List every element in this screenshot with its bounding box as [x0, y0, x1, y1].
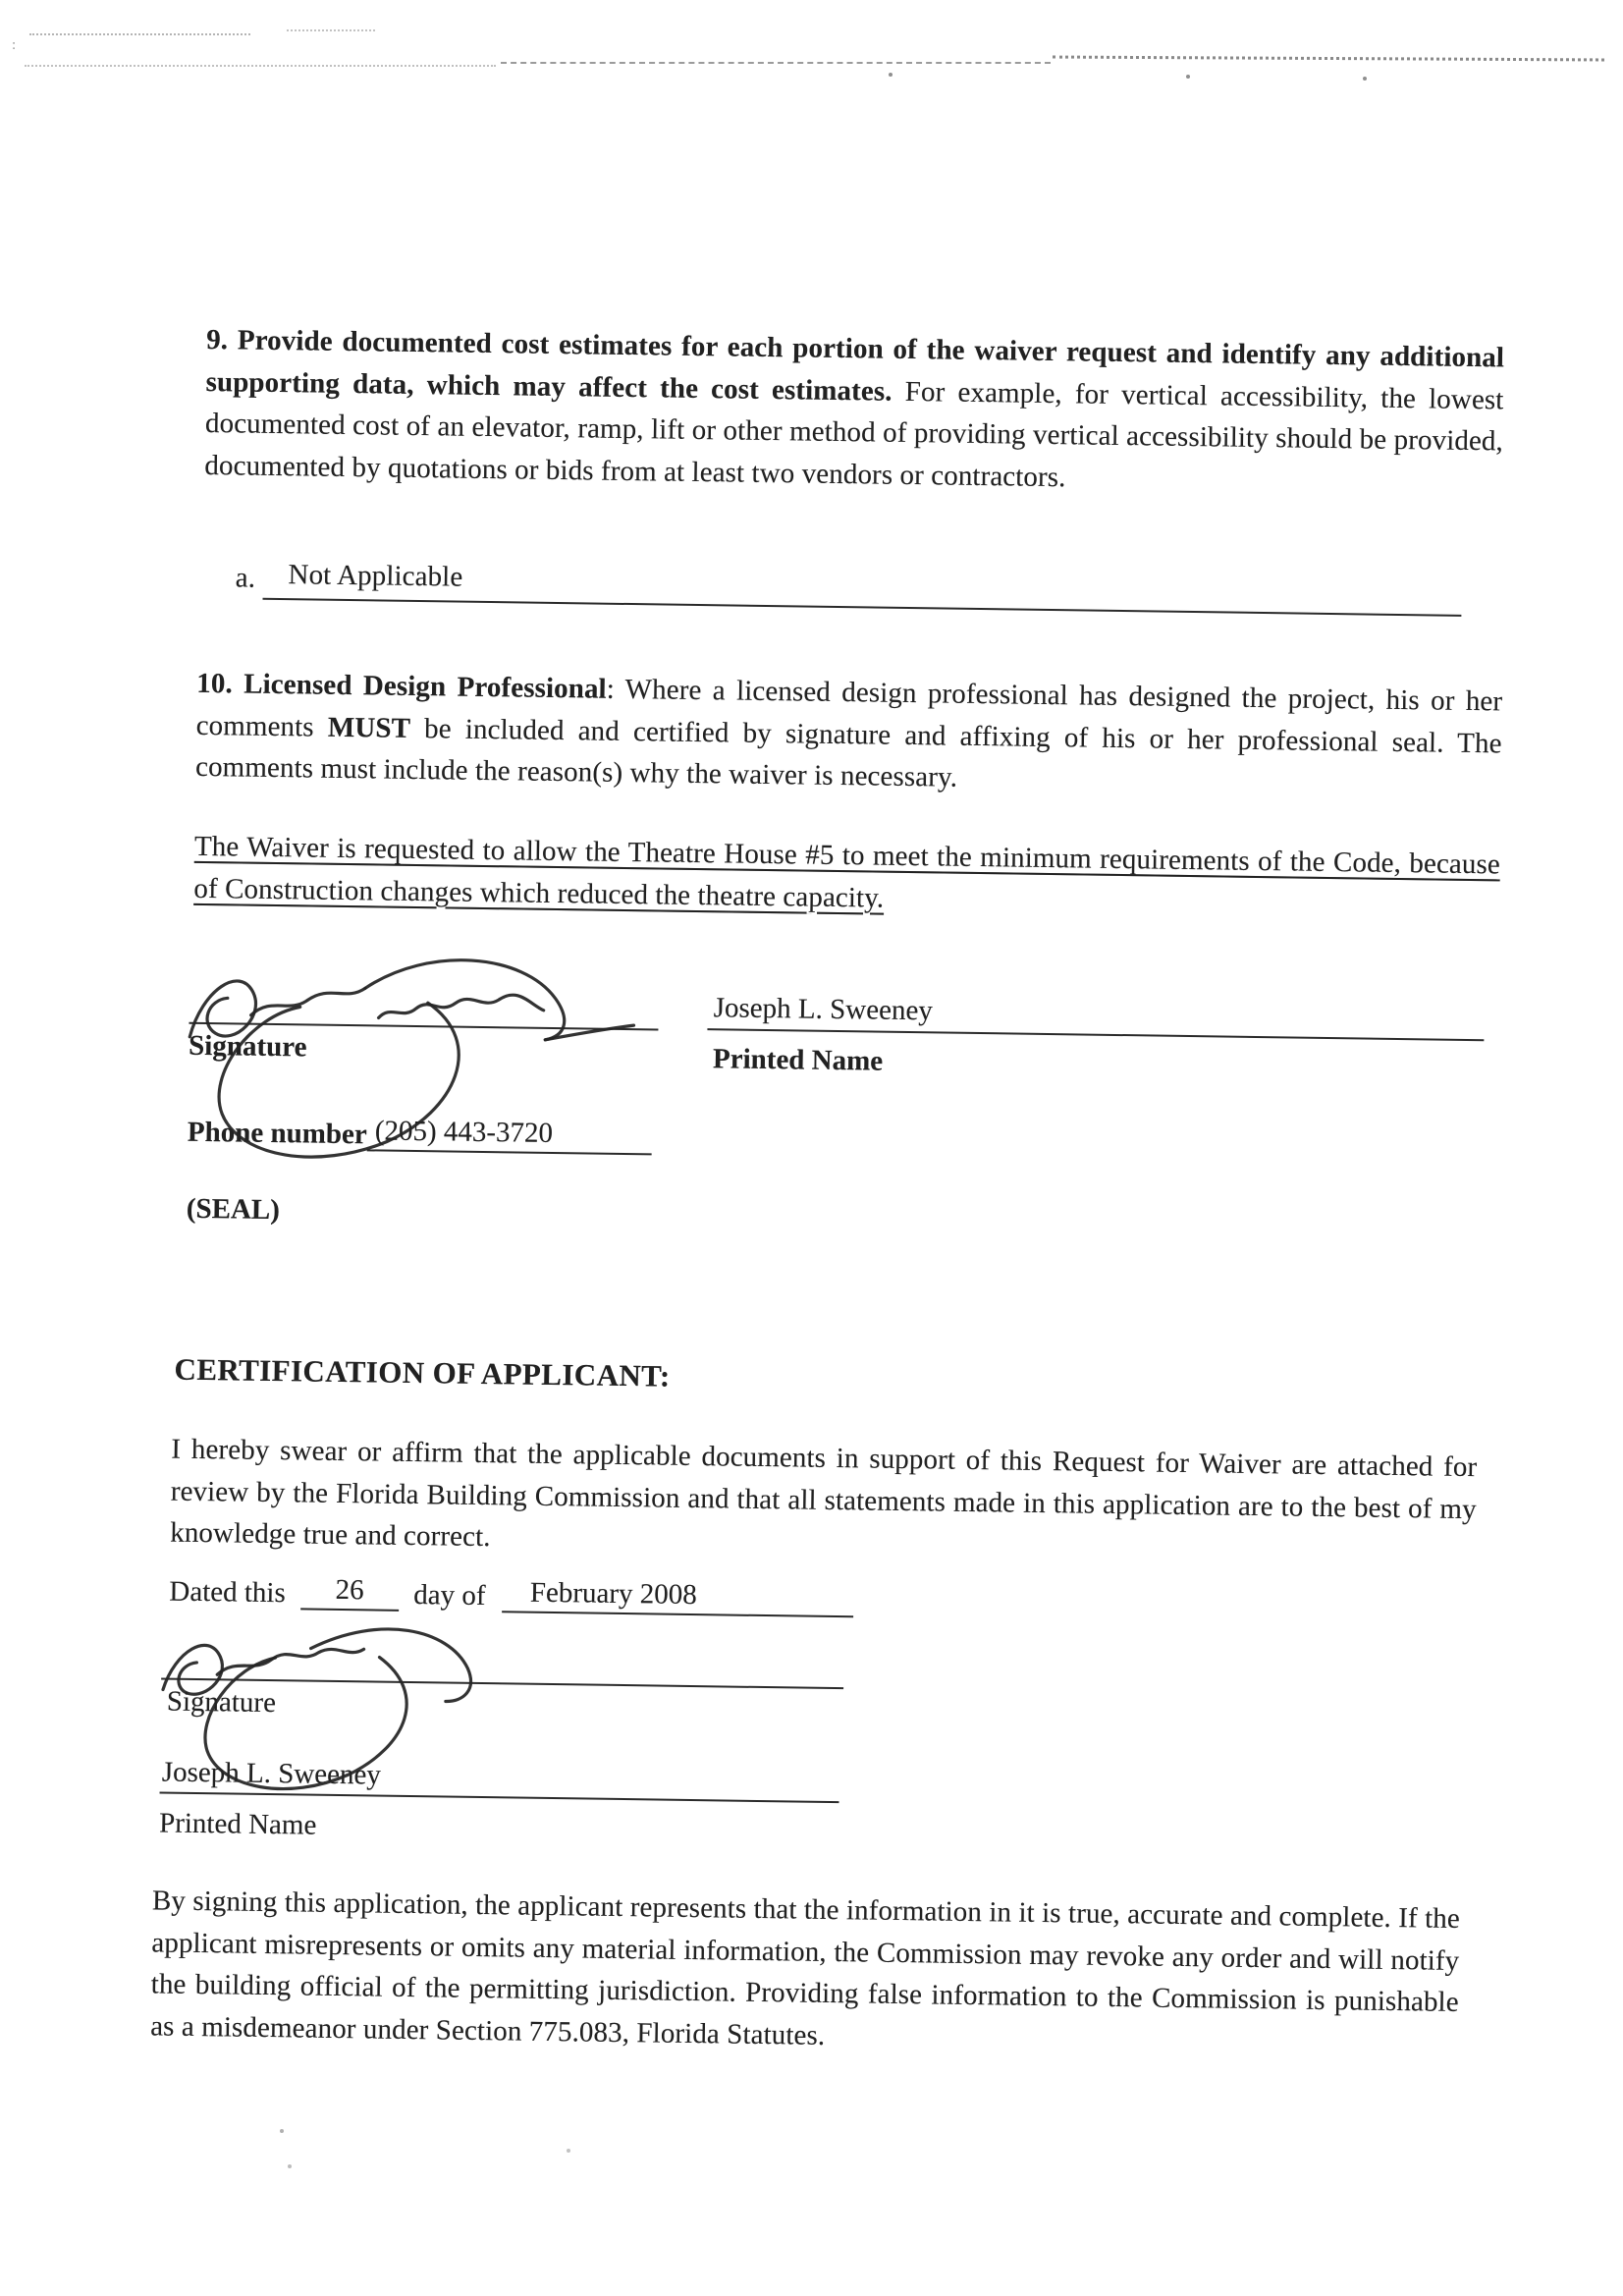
- applicant-signature-label-text: Signature: [166, 1685, 277, 1720]
- section-9-paragraph: [204, 319, 1504, 505]
- item-a-value: Not Applicable: [288, 559, 463, 593]
- seal-label: [187, 1193, 281, 1227]
- dated-prefix: Dated this: [169, 1575, 287, 1610]
- item-a-blank-line: [262, 554, 1462, 617]
- section-10-paragraph: [195, 663, 1503, 806]
- phone-value: (205) 443-3720: [374, 1115, 554, 1149]
- signature-scribble: [131, 920, 684, 1188]
- applicant-printed-name-label: [159, 1807, 317, 1841]
- printed-name-line: [707, 992, 1484, 1041]
- applicant-printed-name-label-text: Printed Name: [158, 1807, 317, 1841]
- signature-label-text: Signature: [188, 1029, 307, 1064]
- applicant-signature-scribble: [132, 1595, 586, 1807]
- certification-body-text: I hereby swear or affirm that the applicable documents in support of this Request for Waiver are attached for review by the Florida Building Commission and that all statements made in this application are to the best of my knowledge true and correct.: [170, 1433, 1478, 1554]
- closing-paragraph-text: By signing this application, the applicant represents that the information in it is true, accurate and complete. If the applicant misrepresents or omits any material information, the Commission may revoke any order and will notify the building official of the permitting jurisdiction. Providing false information to the Commission is punishable as a misdemeanor under Section 775.083, Florida Statutes.: [149, 1885, 1461, 2051]
- dated-day-value: 26: [335, 1573, 364, 1607]
- phone-label: Phone number: [187, 1116, 368, 1151]
- section-10-lead: 10. Licensed Design Professional: [196, 667, 607, 705]
- printed-name-value: Joseph L. Sweeney: [713, 992, 934, 1027]
- applicant-printed-name-value: Joseph L. Sweeney: [161, 1756, 382, 1791]
- waiver-statement-text: The Waiver is requested to allow the Theatre House #5 to meet the minimum requirements of the Code, because of Construction changes which reduced the theatre capacity.: [193, 830, 1501, 914]
- certification-heading: [174, 1352, 671, 1394]
- item-a-label: a.: [235, 562, 256, 594]
- section-9-item-a: [236, 553, 1503, 617]
- section-10-body-1: : Where a licensed design professional has designed the project, his or her comments: [195, 673, 1503, 743]
- printed-name-field: [707, 992, 1484, 1041]
- section-10-must: MUST: [327, 711, 411, 744]
- dated-month-value: February 2008: [529, 1576, 697, 1612]
- certification-paragraph: [170, 1429, 1478, 1572]
- waiver-statement: [193, 826, 1500, 928]
- closing-paragraph: [150, 1880, 1460, 2065]
- certification-heading-text: CERTIFICATION OF APPLICANT:: [174, 1351, 671, 1394]
- scan-artifact-speck: :: [12, 37, 17, 53]
- printed-name-label-text: Printed Name: [712, 1043, 884, 1077]
- section-10-body-2: be included and certified by signature and affixing of his or her professional seal. The comments must include the reason(s) why the waiver is necessary.: [194, 712, 1502, 793]
- seal-text: (SEAL): [186, 1192, 281, 1227]
- section-9-body: For example, for vertical accessibility, the lowest documented cost of an elevator, ramp, lift or other method of providing vertical accessibility should be provided, documented by quotations or bids from at least two vendors or contractors.: [204, 375, 1504, 494]
- dated-middle: day of: [413, 1579, 486, 1613]
- section-9-lead: 9. Provide documented cost estimates for each portion of the waiver request and identify any additional supporting data, which may affect the cost estimates.: [205, 323, 1505, 408]
- printed-name-label: [713, 1043, 884, 1077]
